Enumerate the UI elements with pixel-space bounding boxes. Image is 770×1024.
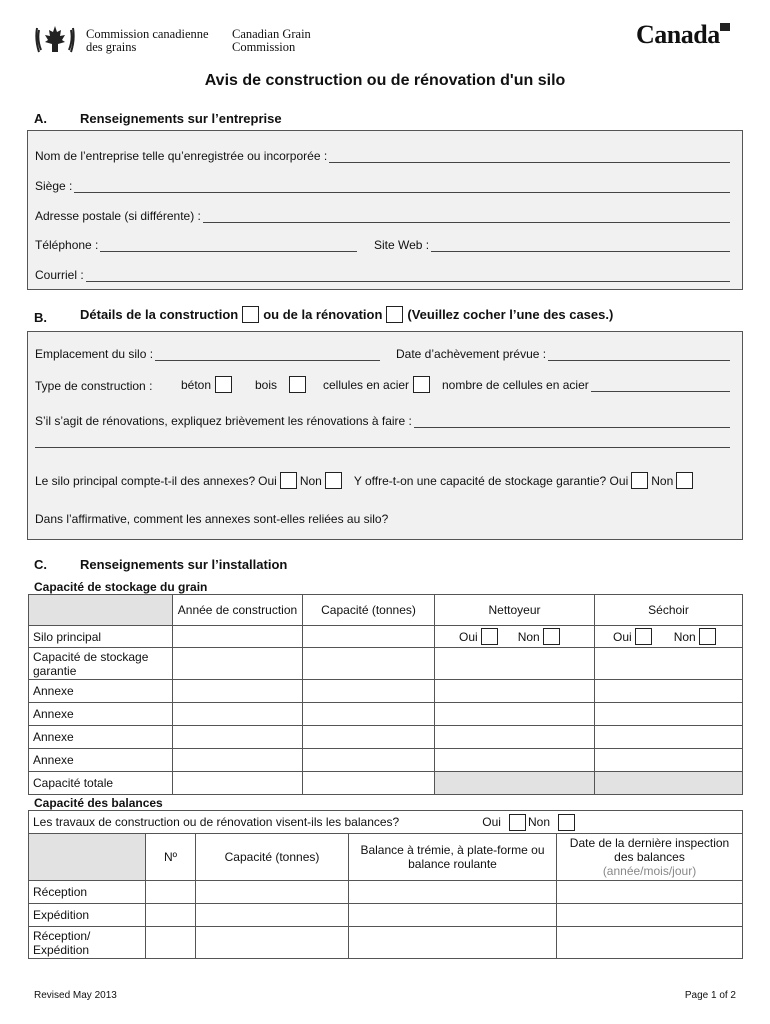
nettoyeur-cell xyxy=(435,626,595,648)
nom-field[interactable] xyxy=(329,152,730,163)
cell[interactable] xyxy=(435,726,595,749)
cell[interactable] xyxy=(595,680,743,703)
b-col-date-format: (année/mois/jour) xyxy=(602,864,697,878)
cell[interactable] xyxy=(173,749,303,772)
section-c-letter: C. xyxy=(34,557,47,572)
balances-title: Capacité des balances xyxy=(34,796,163,810)
canada-wordmark: Canada xyxy=(636,20,720,50)
nettoyeur-oui-checkbox[interactable] xyxy=(481,628,498,645)
nom-label: Nom de l’entreprise telle qu’enregistrée ou incorporée : xyxy=(35,149,328,163)
cell[interactable] xyxy=(557,904,743,927)
b-col-type: Balance à trémie, à plate-forme ou balance roulante xyxy=(349,834,557,881)
org-name-en: Canadian Grain Commission xyxy=(232,27,311,54)
section-a-letter: A. xyxy=(34,111,47,126)
balances-non-checkbox[interactable] xyxy=(558,814,575,831)
col-annee: Année de construction xyxy=(173,595,303,626)
cell[interactable] xyxy=(303,680,435,703)
sechoir-non-label: Non xyxy=(673,629,696,644)
cell[interactable] xyxy=(303,726,435,749)
b-col-date: Date de la dernière inspection des balances (année/mois/jour) xyxy=(557,834,743,881)
gc-logo xyxy=(34,22,76,58)
stockage-table xyxy=(28,594,743,795)
section-b-letter: B. xyxy=(34,310,47,325)
renovation-checkbox[interactable] xyxy=(386,306,403,323)
annexes-question: Le silo principal compte-t-il des annexes? xyxy=(35,473,256,488)
emplacement-label: Emplacement du silo : xyxy=(35,347,154,361)
balances-question-row xyxy=(29,811,743,834)
beton-checkbox[interactable] xyxy=(215,376,232,393)
garantie-oui-checkbox[interactable] xyxy=(631,472,648,489)
date-field[interactable] xyxy=(548,350,730,361)
construction-checkbox[interactable] xyxy=(242,306,259,323)
cell[interactable] xyxy=(557,881,743,904)
telephone-label: Téléphone : xyxy=(35,238,99,252)
b-col-no: Nº xyxy=(146,834,196,881)
adresse-field[interactable] xyxy=(203,212,730,223)
nombre-label: nombre de cellules en acier xyxy=(442,378,589,392)
col-sechoir: Séchoir xyxy=(595,595,743,626)
balances-question: Les travaux de construction ou de rénovation visent-ils les balances? xyxy=(33,815,400,829)
cell[interactable] xyxy=(595,749,743,772)
cell[interactable] xyxy=(173,680,303,703)
garantie-non-label: Non xyxy=(651,473,674,488)
garantie-non-checkbox[interactable] xyxy=(676,472,693,489)
annexes-oui-label: Oui xyxy=(258,473,277,488)
disabled-cell xyxy=(595,772,743,795)
page-title: Avis de construction ou de rénovation d'un silo xyxy=(204,72,566,89)
courriel-field[interactable] xyxy=(86,271,730,282)
flag-icon xyxy=(720,23,730,31)
b-col-cap: Capacité (tonnes) xyxy=(196,834,349,881)
type-label: Type de construction : xyxy=(35,379,153,393)
col-capacite: Capacité (tonnes) xyxy=(303,595,435,626)
site-label: Site Web : xyxy=(374,238,430,252)
cell[interactable] xyxy=(435,680,595,703)
garantie-question: Y offre-t-on une capacité de stockage garantie? Oui xyxy=(353,473,629,488)
revised-note: Revised May 2013 xyxy=(34,990,117,1001)
cellules-label: cellules en acier xyxy=(323,377,410,392)
balances-table xyxy=(28,810,743,959)
renov-field[interactable] xyxy=(414,417,730,428)
sechoir-oui-label: Oui xyxy=(613,629,632,644)
row-label: Capacité de stockage garantie xyxy=(29,648,173,680)
row-label: Annexe xyxy=(29,749,173,772)
cell[interactable] xyxy=(595,726,743,749)
cell[interactable] xyxy=(435,703,595,726)
section-c-heading: Renseignements sur l’installation xyxy=(80,557,288,572)
nettoyeur-oui-label: Oui xyxy=(459,629,478,644)
cell[interactable] xyxy=(173,648,303,680)
cell[interactable] xyxy=(146,904,196,927)
row-label: Capacité totale xyxy=(29,772,173,795)
page-number: Page 1 of 2 xyxy=(684,990,736,1001)
courriel-label: Courriel : xyxy=(35,268,84,282)
cell[interactable] xyxy=(173,772,303,795)
adresse-label: Adresse postale (si différente) : xyxy=(35,209,201,223)
cell[interactable] xyxy=(146,927,196,959)
emplacement-field[interactable] xyxy=(155,350,380,361)
cell[interactable] xyxy=(303,703,435,726)
disabled-cell xyxy=(435,772,595,795)
row-label: Annexe xyxy=(29,703,173,726)
beton-label: béton xyxy=(181,377,212,392)
cell[interactable] xyxy=(435,749,595,772)
cell[interactable] xyxy=(303,772,435,795)
annexes-non-checkbox[interactable] xyxy=(325,472,342,489)
sechoir-non-checkbox[interactable] xyxy=(699,628,716,645)
cell[interactable] xyxy=(557,927,743,959)
cell[interactable] xyxy=(349,927,557,959)
balances-oui-checkbox[interactable] xyxy=(509,814,526,831)
section-a-heading: Renseignements sur l’entreprise xyxy=(80,111,282,126)
row-label: Annexe xyxy=(29,680,173,703)
sechoir-cell xyxy=(595,626,743,648)
cell[interactable] xyxy=(303,749,435,772)
b-row-label: Réception/ Expédition xyxy=(29,927,146,959)
b-row-label: Expédition xyxy=(29,904,146,927)
section-b-heading: Détails de la construction ou de la rénovation (Veuillez cocher l’une des cases.) xyxy=(80,307,614,322)
nettoyeur-non-label: Non xyxy=(517,629,540,644)
cell[interactable] xyxy=(349,904,557,927)
annexes-non-label: Non xyxy=(299,473,322,488)
telephone-field[interactable] xyxy=(100,241,357,252)
stockage-title: Capacité de stockage du grain xyxy=(34,580,208,594)
balances-non-label: Non xyxy=(527,815,550,829)
cell[interactable] xyxy=(435,648,595,680)
renov-field-2[interactable] xyxy=(35,447,730,448)
org-name-fr: Commission canadienne des grains xyxy=(86,27,209,54)
annexes-oui-checkbox[interactable] xyxy=(280,472,297,489)
section-b-box xyxy=(27,331,743,540)
cell[interactable] xyxy=(173,626,303,648)
nettoyeur-non-checkbox[interactable] xyxy=(543,628,560,645)
bois-checkbox[interactable] xyxy=(289,376,306,393)
balances-oui-label: Oui xyxy=(482,815,501,829)
siege-label: Siège : xyxy=(35,179,73,193)
col-nettoyeur: Nettoyeur xyxy=(435,595,595,626)
date-label: Date d’achèvement prévue : xyxy=(396,347,547,361)
cell[interactable] xyxy=(196,904,349,927)
cell[interactable] xyxy=(173,703,303,726)
cell[interactable] xyxy=(146,881,196,904)
cell[interactable] xyxy=(173,726,303,749)
row-label: Silo principal xyxy=(29,626,173,648)
renov-label: S’il s’agit de rénovations, expliquez brièvement les rénovations à faire : xyxy=(35,414,412,428)
relies-question: Dans l’affirmative, comment les annexes sont-elles reliées au silo? xyxy=(35,512,389,526)
siege-field[interactable] xyxy=(74,182,730,193)
site-field[interactable] xyxy=(431,241,730,252)
cell[interactable] xyxy=(196,881,349,904)
nombre-field[interactable] xyxy=(591,381,730,392)
cell[interactable] xyxy=(349,881,557,904)
section-a-box xyxy=(27,130,743,290)
sechoir-oui-checkbox[interactable] xyxy=(635,628,652,645)
cell[interactable] xyxy=(303,626,435,648)
b-row-label: Réception xyxy=(29,881,146,904)
cellules-checkbox[interactable] xyxy=(413,376,430,393)
cell[interactable] xyxy=(303,648,435,680)
cell[interactable] xyxy=(196,927,349,959)
cell[interactable] xyxy=(595,703,743,726)
bois-label: bois xyxy=(255,377,278,392)
row-label: Annexe xyxy=(29,726,173,749)
cell[interactable] xyxy=(595,648,743,680)
